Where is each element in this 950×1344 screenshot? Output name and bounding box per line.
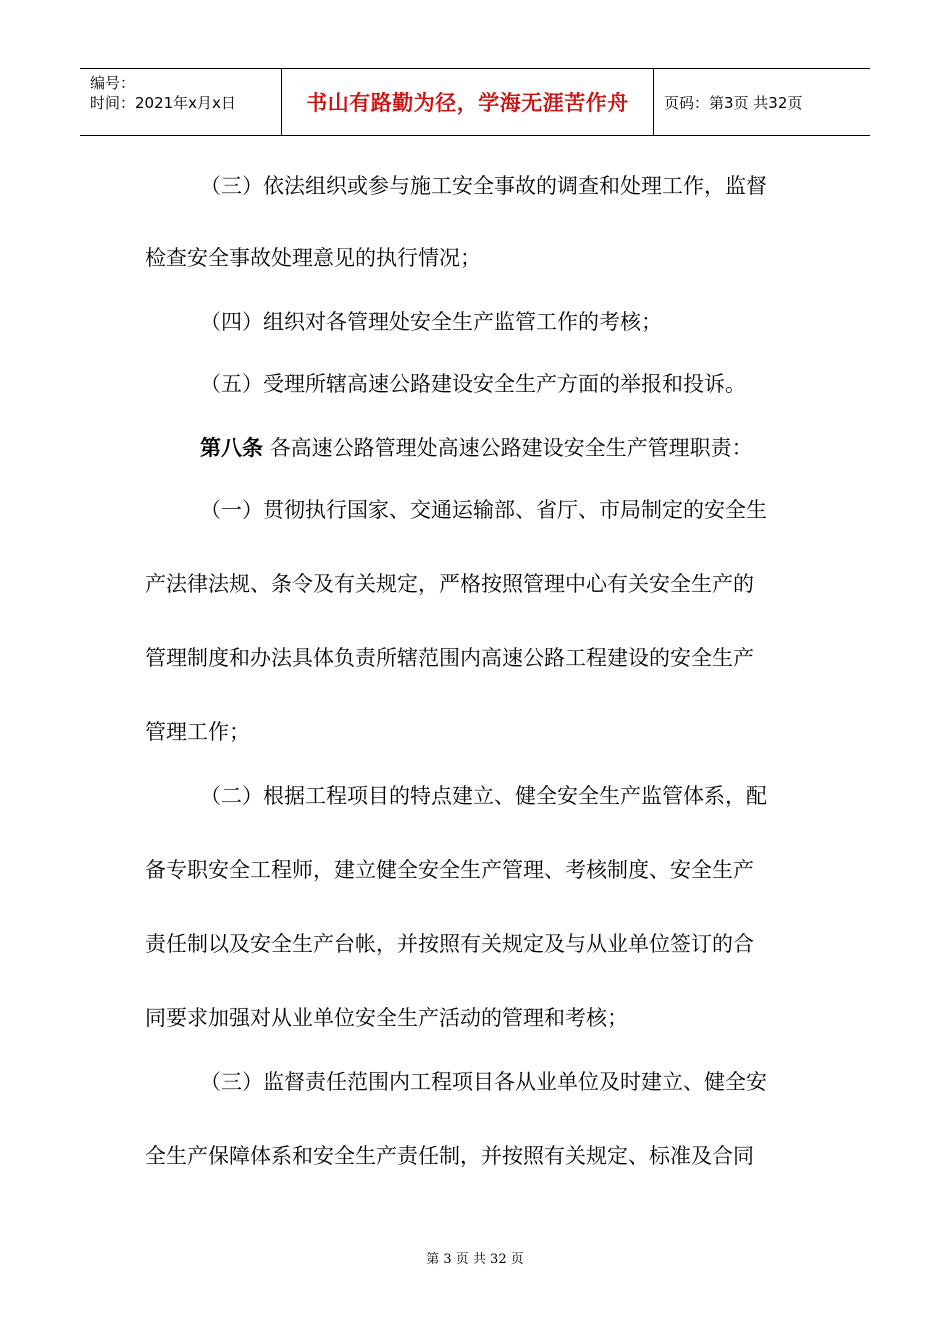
- page-footer: 第 3 页 共 32 页: [426, 1252, 524, 1267]
- body-line: （四）组织对各管理处安全生产监管工作的考核；: [200, 310, 662, 334]
- document-date: 时间：2021年x月x日: [90, 94, 236, 112]
- body-line: （二）根据工程项目的特点建立、健全安全生产监管体系，配: [200, 784, 767, 808]
- page-header: [80, 68, 870, 136]
- body-line: 全生产保障体系和安全生产责任制，并按照有关规定、标准及合同: [145, 1144, 754, 1168]
- body-line: （三）依法组织或参与施工安全事故的调查和处理工作，监督: [200, 174, 767, 198]
- body-line: 责任制以及安全生产台帐，并按照有关规定及与从业单位签订的合: [145, 932, 754, 956]
- body-line: （一）贯彻执行国家、交通运输部、省厅、市局制定的安全生: [200, 498, 767, 522]
- body-line: 管理工作；: [145, 720, 250, 744]
- article-title: 各高速公路管理处高速公路建设安全生产管理职责：: [269, 436, 753, 460]
- body-line: （五）受理所辖高速公路建设安全生产方面的举报和投诉。: [200, 372, 746, 396]
- document-number-label: 编号：: [90, 74, 136, 92]
- body-line: 同要求加强对从业单位安全生产活动的管理和考核；: [145, 1006, 628, 1030]
- article-label: 第八条: [200, 436, 263, 460]
- body-line: （三）监督责任范围内工程项目各从业单位及时建立、健全安: [200, 1070, 767, 1094]
- header-motto: 书山有路勤为径，学海无涯苦作舟: [282, 69, 654, 135]
- header-meta: [80, 69, 282, 135]
- header-page-info: 页码：第3页 共32页: [664, 93, 803, 112]
- body-line: 管理制度和办法具体负责所辖范围内高速公路工程建设的安全生产: [145, 646, 754, 670]
- body-line: 检查安全事故处理意见的执行情况；: [145, 246, 481, 270]
- article-heading: [200, 436, 850, 460]
- body-line: 产法律法规、条令及有关规定，严格按照管理中心有关安全生产的: [145, 572, 754, 596]
- body-line: 备专职安全工程师，建立健全安全生产管理、考核制度、安全生产: [145, 858, 754, 882]
